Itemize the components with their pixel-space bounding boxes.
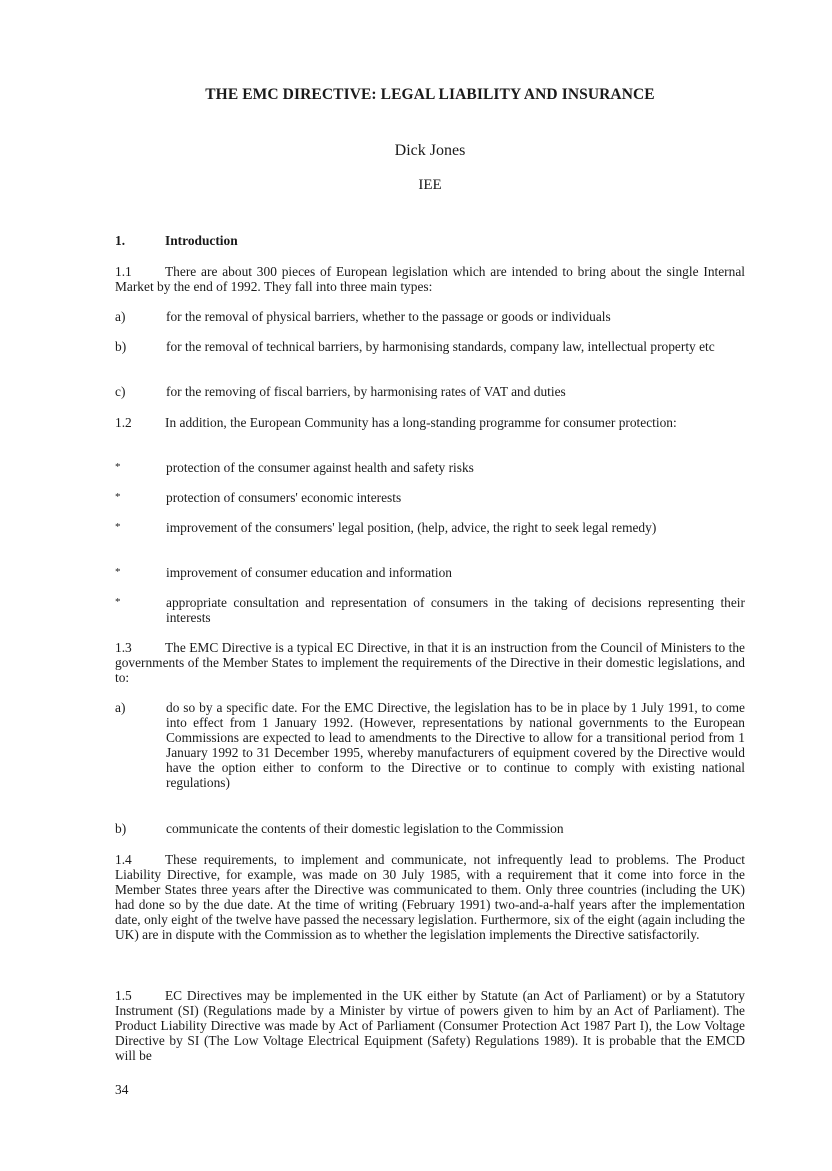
list-item-text: improvement of consumer education and information: [166, 565, 452, 580]
paragraph-number: 1.2: [115, 415, 132, 430]
list-marker: b): [115, 821, 127, 836]
paragraph-number: 1.5: [115, 988, 132, 1003]
paragraph-text: In addition, the European Community has a long-standing programme for consumer protection:: [165, 415, 677, 430]
list-item-text: communicate the contents of their domestic legislation to the Commission: [166, 821, 564, 836]
paragraph-text: EC Directives may be implemented in the UK either by Statute (an Act of Parliament) or by a Statutory Instrument (SI) (Regulations made by a Minister by virtue of powers given to him by an Act of Parliament). The Product Liability Directive was made by Act of Parliament (Consumer Protection Act 1987 Part I), the Low Voltage Directive by SI (The Low Voltage Electrical Equipment (Safety) Regulations 1989). It is probable that the EMCD will be: [115, 988, 745, 1063]
paragraph-1-1: [115, 264, 745, 294]
list-item-text: for the removal of technical barriers, by harmonising standards, company law, intellectual property etc: [166, 339, 715, 354]
page-number: 34: [115, 1082, 129, 1097]
section-heading: [115, 233, 745, 248]
list-item-text: for the removing of fiscal barriers, by harmonising rates of VAT and duties: [166, 384, 566, 399]
list-marker: a): [115, 700, 126, 715]
paragraph-1-4: [115, 852, 745, 942]
section-title: Introduction: [165, 233, 238, 248]
list-item-text: protection of consumers' economic interests: [166, 490, 402, 505]
list-marker: a): [115, 309, 126, 324]
paragraph-number: 1.4: [115, 852, 132, 867]
author-name: Dick Jones: [394, 142, 466, 159]
section-number: 1.: [115, 233, 126, 248]
paragraph-text: The EMC Directive is a typical EC Directive, in that it is an instruction from the Council of Ministers to the governments of the Member States to implement the requirements of the Directive in their domestic legislations, and to:: [115, 640, 745, 685]
author-affiliation: IEE: [418, 177, 442, 193]
bullet-marker: *: [115, 461, 121, 473]
list-item-text: protection of the consumer against health and safety risks: [166, 460, 474, 475]
list-item-text: do so by a specific date. For the EMC Directive, the legislation has to be in place by 1 July 1991, to come into effect from 1 January 1992. (However, representations by national governments to the European Commissions are expected to lead to amendments to the Directive to allow for a transitional period from 1 January 1992 to 31 December 1995, whereby manufacturers of equipment covered by the Directive would have the option either to conform to the Directive or to continue to comply with existing national regulations): [166, 700, 745, 790]
bullet-marker: *: [115, 566, 121, 578]
list-item-text: for the removal of physical barriers, whether to the passage or goods or individuals: [166, 309, 611, 324]
paragraph-1-5: [115, 988, 745, 1063]
document-title: THE EMC DIRECTIVE: LEGAL LIABILITY AND INSURANCE: [205, 86, 655, 103]
list-item-text: appropriate consultation and representation of consumers in the taking of decisions representing their interests: [166, 595, 745, 625]
bullet-marker: *: [115, 596, 121, 608]
paragraph-text: There are about 300 pieces of European legislation which are intended to bring about the single Internal Market by the end of 1992. They fall into three main types:: [115, 264, 745, 294]
list-item-text: improvement of the consumers' legal position, (help, advice, the right to seek legal remedy): [166, 520, 657, 535]
paragraph-number: 1.1: [115, 264, 132, 279]
paragraph-text: These requirements, to implement and communicate, not infrequently lead to problems. The Product Liability Directive, for example, was made on 30 July 1985, with a requirement that it come into force in the Member States three years after the Directive was communicated to them. Only three countries (including the UK) had done so by the due date. At the time of writing (February 1991) two-and-a-half years after the implementation date, only eight of the twelve have passed the necessary legislation. Furthermore, six of the eight (again including the UK) are in dispute with the Commission as to whether the legislation implements the Directive satisfactorily.: [115, 852, 745, 942]
bullet-marker: *: [115, 521, 121, 533]
bullet-marker: *: [115, 491, 121, 503]
list-marker: c): [115, 384, 126, 399]
paragraph-1-3: [115, 640, 745, 685]
list-marker: b): [115, 339, 127, 354]
paragraph-1-2: [115, 415, 745, 430]
paragraph-number: 1.3: [115, 640, 132, 655]
